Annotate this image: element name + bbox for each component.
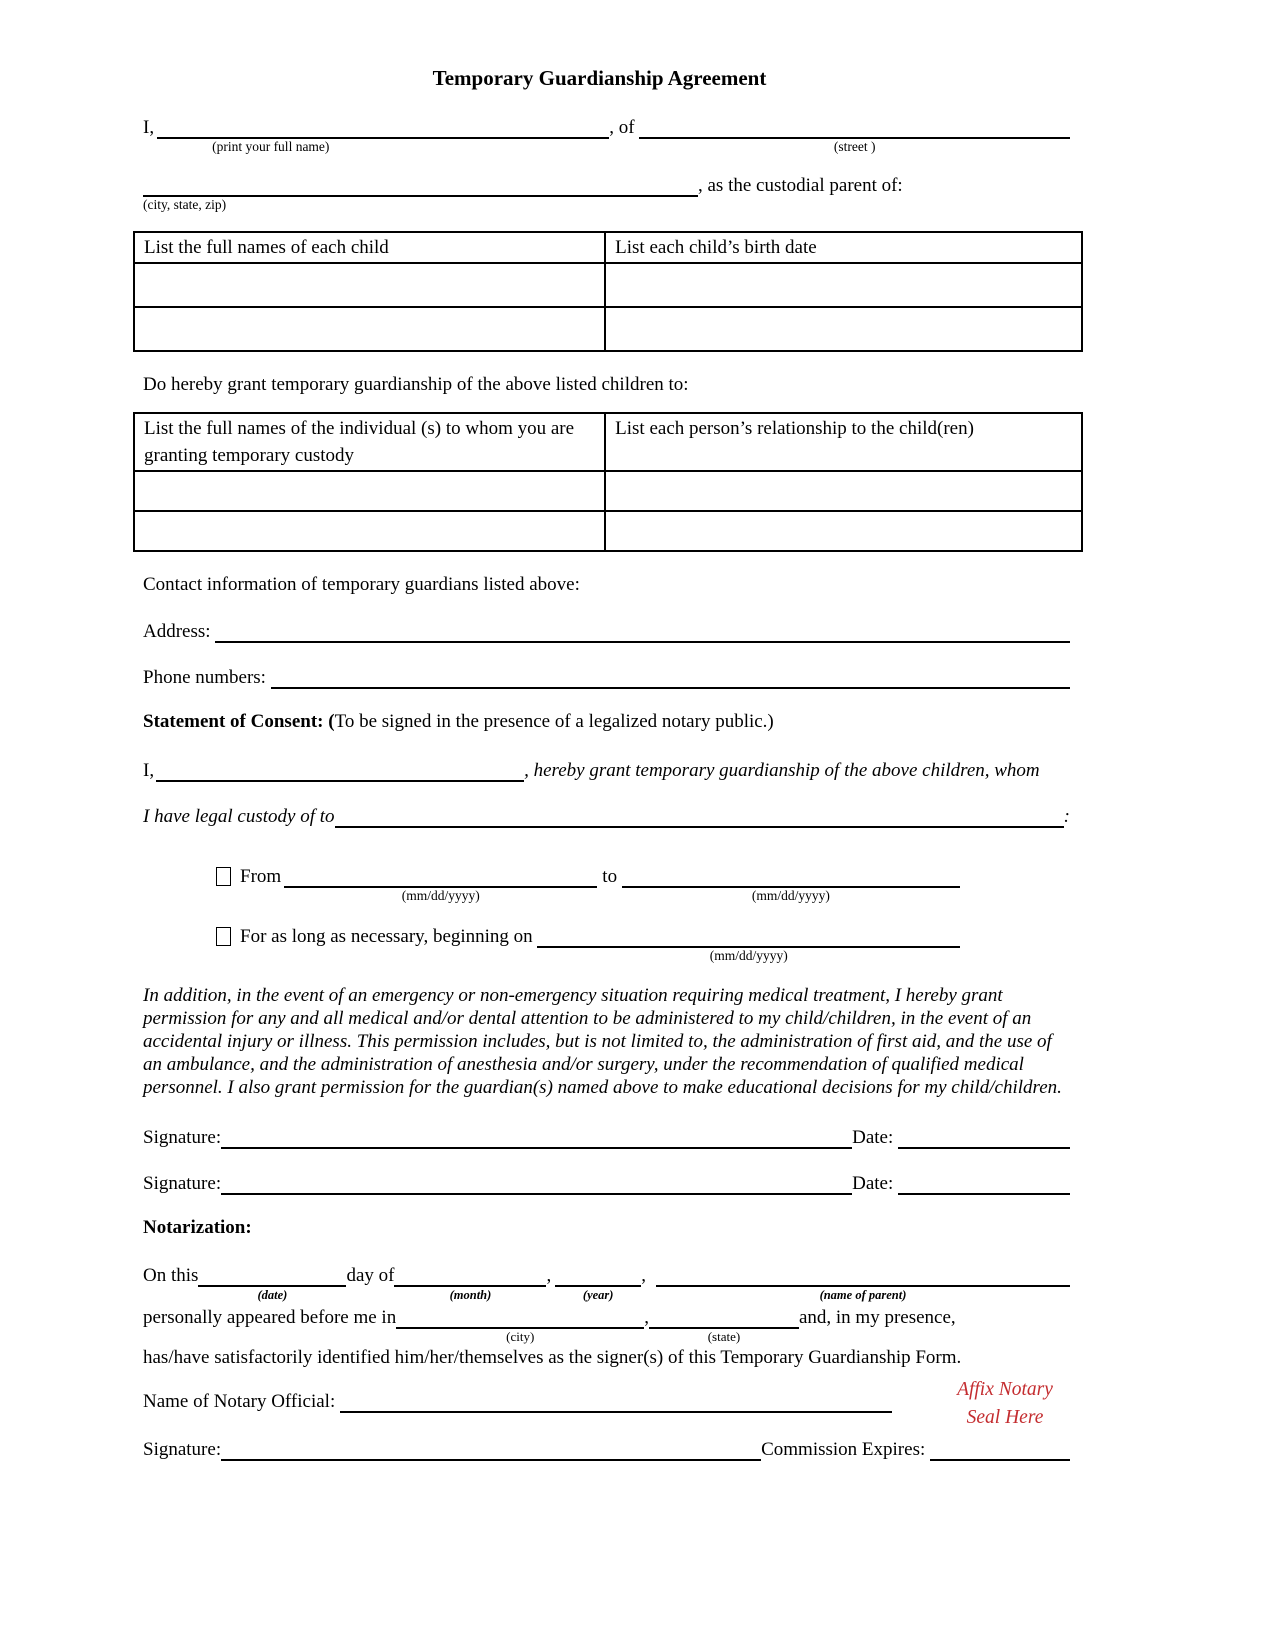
table-row bbox=[134, 511, 1082, 551]
notary-city-blank[interactable] bbox=[396, 1305, 644, 1344]
guardian-names-header: List the full names of the individual (s) to whom you are granting temporary custody bbox=[134, 413, 605, 471]
grant-statement: Do hereby grant temporary guardianship of the above listed children to: bbox=[143, 374, 689, 395]
date-blank[interactable] bbox=[898, 1125, 1070, 1149]
signature-label: Signature: bbox=[143, 1439, 222, 1460]
notary-day-blank[interactable] bbox=[198, 1263, 346, 1302]
street-blank[interactable] bbox=[639, 115, 1070, 154]
i-label: I, bbox=[143, 117, 155, 138]
guardian-name-cell[interactable] bbox=[134, 471, 605, 511]
to-date-blank[interactable] bbox=[622, 864, 960, 903]
parent-name-blank[interactable] bbox=[157, 115, 609, 154]
signature-blank[interactable] bbox=[221, 1125, 852, 1149]
notary-parent-name-blank[interactable] bbox=[656, 1263, 1070, 1302]
children-table bbox=[133, 231, 1083, 352]
phone-line bbox=[143, 665, 1070, 689]
comma-separator: , bbox=[644, 1307, 649, 1328]
on-this-label: On this bbox=[143, 1265, 199, 1286]
notary-signature-blank[interactable] bbox=[221, 1437, 761, 1461]
seal-note-line-1: Affix Notary bbox=[957, 1379, 1053, 1400]
address-label: Address: bbox=[143, 621, 216, 642]
notary-name-blank[interactable] bbox=[340, 1389, 892, 1413]
children-birthdates-header: List each child’s birth date bbox=[605, 232, 1082, 263]
guardians-table bbox=[133, 412, 1083, 552]
day-of-label: day of bbox=[346, 1265, 395, 1286]
address-blank[interactable] bbox=[215, 619, 1070, 643]
table-row bbox=[134, 263, 1082, 307]
consent-heading-rest: To be signed in the presence of a legalized notary public.) bbox=[334, 711, 774, 732]
parent-name-sublabel: (name of parent) bbox=[819, 1288, 907, 1302]
street-sublabel: (street ) bbox=[833, 139, 876, 154]
child-birthdate-cell[interactable] bbox=[605, 307, 1082, 351]
custodial-parent-label: , as the custodial parent of: bbox=[698, 175, 903, 196]
child-name-cell[interactable] bbox=[134, 307, 605, 351]
appeared-label: personally appeared before me in bbox=[143, 1307, 397, 1328]
signature-blank[interactable] bbox=[221, 1171, 852, 1195]
guardian-name-cell[interactable] bbox=[134, 511, 605, 551]
guardian-relationship-header: List each person’s relationship to the child(ren) bbox=[605, 413, 1082, 471]
signature-line-2 bbox=[143, 1171, 1070, 1195]
to-label: to bbox=[602, 866, 622, 887]
as-long-as-necessary-checkbox[interactable] bbox=[216, 927, 231, 946]
custody-colon: : bbox=[1063, 806, 1070, 827]
from-date-format-sublabel: (mm/dd/yyyy) bbox=[401, 888, 480, 903]
from-date-blank[interactable] bbox=[284, 864, 597, 903]
presence-label: and, in my presence, bbox=[798, 1307, 956, 1328]
notarization-appearance-line bbox=[143, 1305, 1070, 1344]
intro-line-1 bbox=[143, 115, 1070, 154]
of-label: , of bbox=[609, 117, 640, 138]
notary-state-blank[interactable] bbox=[649, 1305, 799, 1344]
notary-month-blank[interactable] bbox=[394, 1263, 546, 1302]
consent-line-1 bbox=[143, 758, 1070, 782]
children-table-header-row bbox=[134, 232, 1082, 263]
beginning-date-blank[interactable] bbox=[537, 924, 960, 963]
table-row bbox=[134, 307, 1082, 351]
from-to-checkbox[interactable] bbox=[216, 867, 231, 886]
child-name-cell[interactable] bbox=[134, 263, 605, 307]
duration-open-ended-option bbox=[143, 924, 960, 963]
signature-label: Signature: bbox=[143, 1127, 222, 1148]
phone-label: Phone numbers: bbox=[143, 667, 271, 688]
comma-separator: , bbox=[641, 1265, 646, 1286]
print-name-sublabel: (print your full name) bbox=[212, 139, 330, 154]
child-birthdate-cell[interactable] bbox=[605, 263, 1082, 307]
date-label: Date: bbox=[852, 1173, 898, 1194]
contact-heading: Contact information of temporary guardians listed above: bbox=[143, 574, 580, 595]
guardian-relationship-cell[interactable] bbox=[605, 511, 1082, 551]
year-sublabel: (year) bbox=[582, 1288, 614, 1302]
consent-heading-bold: Statement of Consent: ( bbox=[143, 711, 335, 732]
consent-i-label: I, bbox=[143, 760, 155, 781]
guardian-relationship-cell[interactable] bbox=[605, 471, 1082, 511]
consent-heading bbox=[143, 711, 1070, 733]
necessary-label: For as long as necessary, beginning on bbox=[240, 926, 538, 947]
notary-name-line bbox=[143, 1389, 1070, 1413]
signature-label: Signature: bbox=[143, 1173, 222, 1194]
notarization-heading: Notarization: bbox=[143, 1217, 252, 1238]
table-row bbox=[134, 471, 1082, 511]
signature-line-1 bbox=[143, 1125, 1070, 1149]
seal-note-line-2: Seal Here bbox=[966, 1407, 1044, 1428]
identified-statement: has/have satisfactorily identified him/her/themselves as the signer(s) of this Temporary Guardianship Form. bbox=[143, 1347, 962, 1368]
custody-guardian-blank[interactable] bbox=[335, 804, 1064, 828]
form-title: Temporary Guardianship Agreement bbox=[432, 66, 767, 90]
affix-notary-seal-note bbox=[945, 1376, 1065, 1432]
consenting-parent-blank[interactable] bbox=[156, 758, 524, 782]
address-line bbox=[143, 619, 1070, 643]
notarization-date-line bbox=[143, 1263, 1070, 1302]
date-sublabel: (date) bbox=[257, 1288, 288, 1302]
guardians-table-header-row bbox=[134, 413, 1082, 471]
notary-year-blank[interactable] bbox=[555, 1263, 641, 1302]
from-label: From bbox=[240, 866, 282, 887]
notary-name-label: Name of Notary Official: bbox=[143, 1391, 340, 1412]
city-state-zip-blank[interactable] bbox=[143, 173, 698, 212]
medical-consent-paragraph: In addition, in the event of an emergency or non-emergency situation requiring medical treatment, I hereby grant permission for any and all medical and/or dental attention to be administered to my child/children, in the event of an accidental injury or illness. This permission includes, but is not limited to, the administration of first aid, and the use of an ambulance, and the administration of anesthesia and/or surgery, under the recommendation of qualified medical personnel. I also grant permission for the guardian(s) named above to make educational decisions for my child/children. bbox=[143, 985, 1062, 1098]
custody-text: I have legal custody of to bbox=[143, 806, 335, 827]
month-sublabel: (month) bbox=[449, 1288, 492, 1302]
notary-signature-line bbox=[143, 1437, 1070, 1461]
date-blank[interactable] bbox=[898, 1171, 1070, 1195]
to-date-format-sublabel: (mm/dd/yyyy) bbox=[751, 888, 830, 903]
phone-blank[interactable] bbox=[271, 665, 1070, 689]
consent-line-2 bbox=[143, 804, 1070, 828]
intro-line-2 bbox=[143, 173, 1070, 212]
comma-separator: , bbox=[546, 1265, 552, 1286]
date-label: Date: bbox=[852, 1127, 898, 1148]
commission-date-blank[interactable] bbox=[930, 1437, 1070, 1461]
duration-from-to-option bbox=[143, 864, 960, 903]
city-sublabel: (city) bbox=[506, 1329, 535, 1344]
city-state-zip-sublabel: (city, state, zip) bbox=[143, 197, 227, 212]
beginning-date-format-sublabel: (mm/dd/yyyy) bbox=[709, 948, 788, 963]
state-sublabel: (state) bbox=[707, 1329, 741, 1344]
children-names-header: List the full names of each child bbox=[134, 232, 605, 263]
consent-grant-text: , hereby grant temporary guardianship of the above children, whom bbox=[524, 760, 1040, 781]
commission-expires-label: Commission Expires: bbox=[761, 1439, 930, 1460]
